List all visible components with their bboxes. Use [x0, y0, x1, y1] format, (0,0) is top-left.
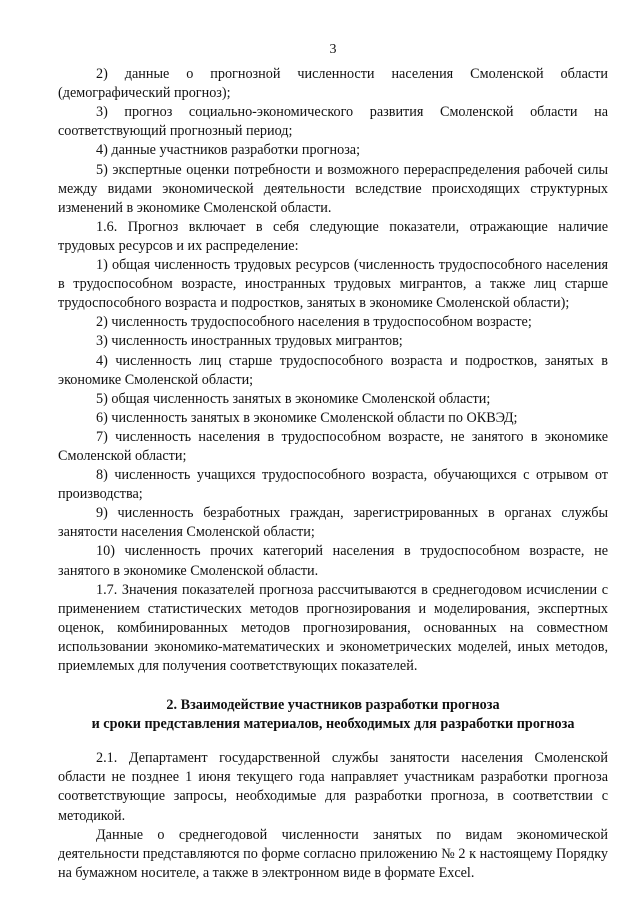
paragraph: 1) общая численность трудовых ресурсов (численность трудоспособного населения в трудоспособном возрасте, иностранных трудовых мигрантов, а также лиц старше трудоспособного возраста и подростков, занятых в экономике Смоленской области); [58, 257, 608, 312]
section-heading [58, 696, 608, 734]
paragraph: 2.1. Департамент государственной службы занятости населения Смоленской области не позднее 1 июня текущего года направляет участникам разработки прогноза соответствующие запросы, необходимые для разработки прогноза, в соответствии с методикой. [58, 750, 608, 824]
paragraph: 1.7. Значения показателей прогноза рассчитываются в среднегодовом исчислении с применением статистических методов прогнозирования и моделирования, экспертных оценок, комбинированных методов прогнозирования, основанных на совместном использовании экономико-математических и эконометрических моделей, иных методов, приемлемых для получения соответствующих показателей. [58, 581, 608, 674]
paragraph: 2) численность трудоспособного населения в трудоспособном возрасте; [96, 314, 532, 331]
paragraph: 7) численность населения в трудоспособном возрасте, не занятого в экономике Смоленской области; [58, 428, 608, 464]
paragraph: 3) прогноз социально-экономического развития Смоленской области на соответствующий прогнозный период; [58, 104, 608, 140]
paragraph: 9) численность безработных граждан, зарегистрированных в органах службы занятости населения Смоленской области; [58, 505, 608, 541]
paragraph: 4) данные участников разработки прогноза; [96, 142, 361, 159]
paragraph: 6) численность занятых в экономике Смоленской области по ОКВЭД; [96, 409, 518, 426]
paragraph: 5) общая численность занятых в экономике Смоленской области; [96, 390, 491, 407]
paragraph: 5) экспертные оценки потребности и возможного перераспределения рабочей силы между видами экономической деятельности вследствие происходящих структурных изменений в экономике Смоленской области. [58, 161, 608, 216]
paragraph: 2) данные о прогнозной численности населения Смоленской области (демографический прогноз); [58, 66, 608, 102]
paragraph: 3) численность иностранных трудовых мигрантов; [96, 333, 403, 350]
page-number: 3 [329, 42, 337, 57]
paragraph: 1.6. Прогноз включает в себя следующие показатели, отражающие наличие трудовых ресурсов и их распределение: [58, 218, 608, 254]
paragraph: 8) численность учащихся трудоспособного возраста, обучающихся с отрывом от производства; [58, 467, 608, 503]
paragraph: 10) численность прочих категорий населения в трудоспособном возрасте, не занятого в экономике Смоленской области. [58, 543, 608, 579]
paragraph: 4) численность лиц старше трудоспособного возраста и подростков, занятых в экономике Смоленской области; [58, 352, 608, 388]
document-page [58, 40, 608, 883]
paragraph: Данные о среднегодовой численности занятых по видам экономической деятельности представляются по форме согласно приложению № 2 к настоящему Порядку на бумажном носителе, а также в электронном виде в формате Excel. [58, 826, 608, 881]
section-heading-line-2: и сроки представления материалов, необходимых для разработки прогноза [91, 716, 575, 733]
section-heading-line-1: 2. Взаимодействие участников разработки прогноза [166, 697, 500, 714]
